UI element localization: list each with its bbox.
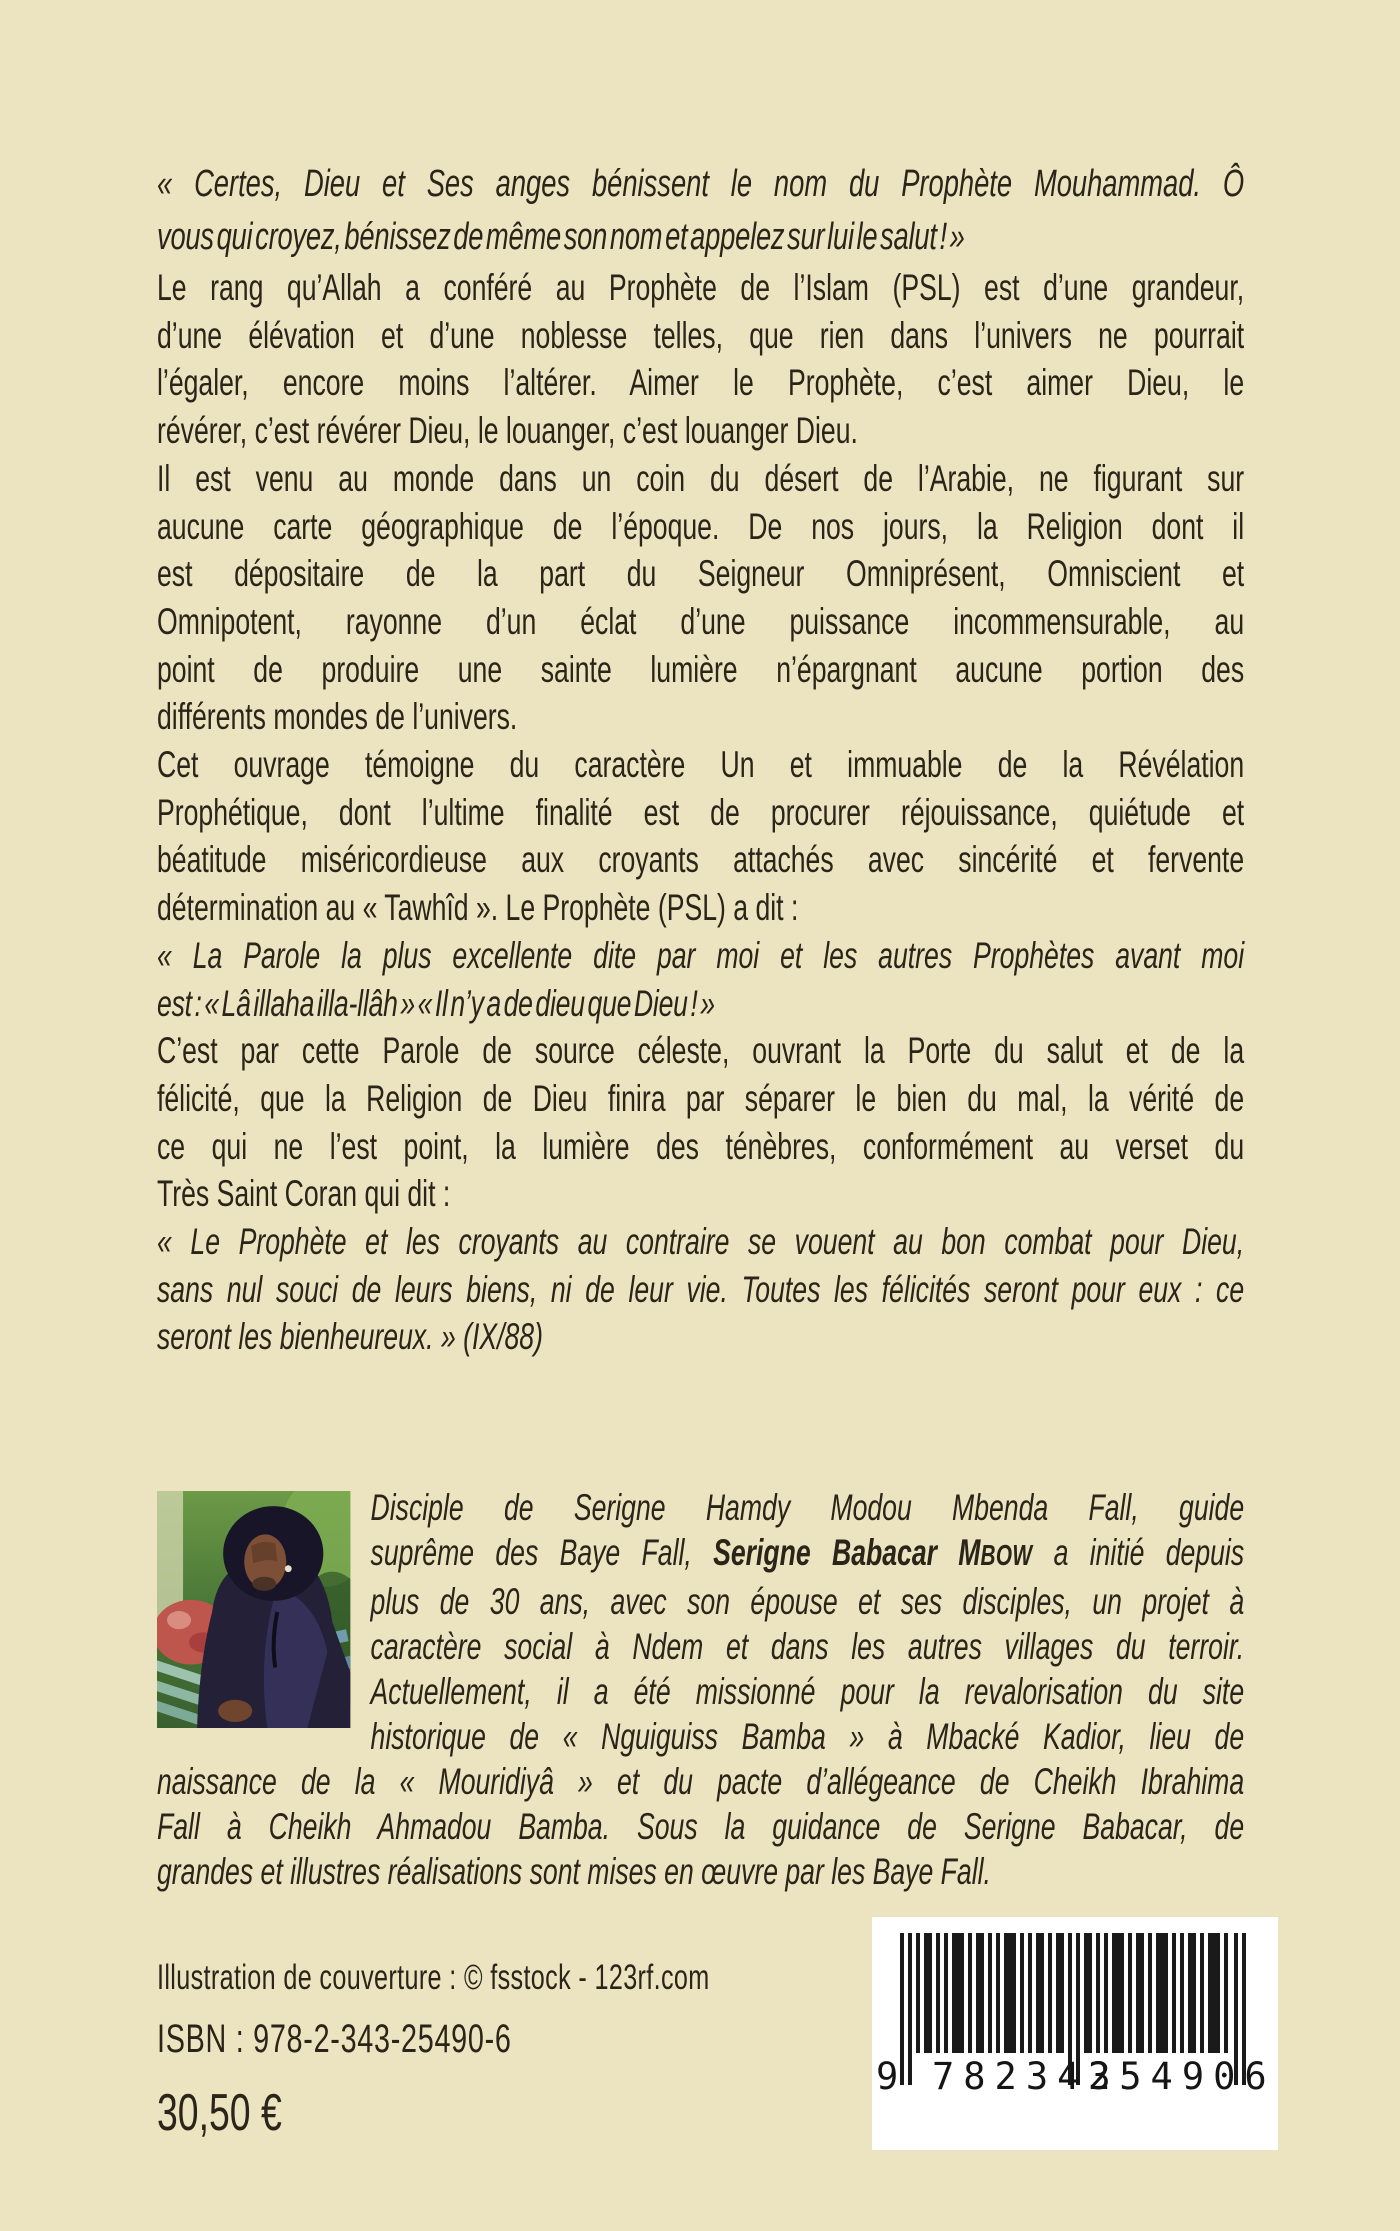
body-line: détermination au « Tawhîd ». Le Prophète (PSL) a dit :: [157, 887, 799, 929]
body-line: félicité, que la Religion de Dieu finira par séparer le bien du mal, la vérité de: [157, 1077, 1245, 1119]
author-name: Serigne Babacar M: [713, 1532, 981, 1574]
barcode: [872, 1917, 1278, 2150]
quote-line: « Certes, Dieu et Ses anges bénissent le nom du Prophète Mouhammad. Ô: [157, 163, 1245, 205]
back-cover-text: [157, 158, 1244, 1361]
body-line: est dépositaire de la part du Seigneur Omniprésent, Omniscient et: [157, 553, 1245, 595]
quote-line: sans nul souci de leurs biens, ni de leur vie. Toutes les félicités seront pour eux : ce: [157, 1268, 1245, 1310]
body-line: Très Saint Coran qui dit :: [157, 1173, 451, 1215]
paragraph-venu-au-monde: [157, 455, 1244, 741]
paragraph-parole: [157, 1027, 1244, 1218]
bio-line: Actuellement, il a été missionné pour la revalorisation du site: [370, 1671, 1245, 1713]
quote-line: « La Parole la plus excellente dite par moi et les autres Prophètes avant moi: [157, 934, 1245, 976]
quote-line: est : « Lâ illaha illa-llâh » « Il n’y a de dieu que Dieu ! »: [157, 982, 715, 1024]
barcode-digit-lead: 9: [876, 2055, 899, 2098]
body-line: Le rang qu’Allah a conféré au Prophète de l’Islam (PSL) est d’une grandeur,: [157, 267, 1245, 308]
body-line: Omnipotent, rayonne d’un éclat d’une puissance incommensurable, au: [157, 600, 1245, 642]
bio-line: grandes et illustres réalisations sont mises en œuvre par les Baye Fall.: [157, 1851, 991, 1893]
isbn-number: ISBN : 978-2-343-25490-6: [157, 2017, 512, 2062]
body-line: béatitude miséricordieuse aux croyants attachés avec sincérité et fervente: [157, 839, 1245, 881]
text-column: [157, 0, 1244, 2142]
hand: [218, 1700, 252, 1722]
body-line: révérer, c’est révérer Dieu, le louanger, c’est louanger Dieu.: [157, 410, 858, 452]
body-line: point de produire une sainte lumière n’épargnant aucune portion des: [157, 648, 1245, 690]
hadith-quote: [157, 932, 1244, 1027]
author-photo-illustration: [157, 1491, 350, 1728]
chin-beard: [252, 1577, 276, 1591]
bio-line: plus de 30 ans, avec son épouse et ses disciples, un projet à: [370, 1581, 1245, 1623]
coran-quote: [157, 1218, 1244, 1361]
paragraph-cet-ouvrage: [157, 741, 1244, 932]
bio-line: Disciple de Serigne Hamdy Modou Mbenda Fall, guide: [370, 1487, 1245, 1529]
barcode-digits-left: 782343: [932, 2055, 1120, 2098]
body-line: d’une élévation et d’une noblesse telles, que rien dans l’univers ne pourrait: [157, 314, 1245, 356]
body-line: Cet ouvrage témoigne du caractère Un et immuable de la Révélation: [157, 744, 1245, 786]
body-line: Il est venu au monde dans un coin du désert de l’Arabie, ne figurant sur: [157, 457, 1245, 499]
bio-line: caractère social à Ndem et dans les autres villages du terroir.: [370, 1626, 1245, 1668]
body-line: C’est par cette Parole de source céleste, ouvrant la Porte du salut et de la: [157, 1030, 1245, 1072]
body-line: aucune carte géographique de l’époque. De nos jours, la Religion dont il: [157, 505, 1245, 547]
bio-text: a initié depuis: [1032, 1532, 1245, 1574]
body-line: Prophétique, dont l’ultime finalité est de procurer réjouissance, quiétude et: [157, 791, 1245, 833]
body-line: ce qui ne l’est point, la lumière des ténèbres, conformément au verset du: [157, 1125, 1245, 1167]
quote-line: vous qui croyez, bénissez de même son nom et appelez sur lui le salut ! »: [157, 216, 965, 258]
body-line: différents mondes de l’univers.: [157, 696, 518, 738]
author-photo: [157, 1491, 350, 1728]
opening-quote: [157, 158, 1244, 264]
paragraph-rang: [157, 264, 1244, 455]
bio-line: Fall à Cheikh Ahmadou Bamba. Sous la guidance de Serigne Babacar, de: [157, 1806, 1245, 1848]
quote-line: seront les bienheureux. » (IX/88): [157, 1316, 543, 1358]
quote-line: « Le Prophète et les croyants au contraire se vouent au bon combat pour Dieu,: [157, 1221, 1245, 1263]
author-bio: [157, 1485, 1244, 1894]
earring: [285, 1565, 292, 1572]
bio-line: naissance de la « Mouridiyâ » et du pacte d’allégeance de Cheikh Ibrahima: [157, 1761, 1245, 1803]
bio-line: historique de « Nguiguiss Bamba » à Mbacké Kadior, lieu de: [370, 1716, 1245, 1758]
cover-illustration-credit: Illustration de couverture : © fsstock - 123rf.com: [157, 1958, 710, 1998]
bio-text: suprême des Baye Fall,: [370, 1532, 714, 1574]
barcode-digits-right: 254906: [1088, 2055, 1276, 2098]
author-name-smallcaps: BOW: [980, 1540, 1033, 1573]
body-line: l’égaler, encore moins l’altérer. Aimer le Prophète, c’est aimer Dieu, le: [157, 362, 1245, 404]
price-label: 30,50 €: [157, 2084, 282, 2143]
